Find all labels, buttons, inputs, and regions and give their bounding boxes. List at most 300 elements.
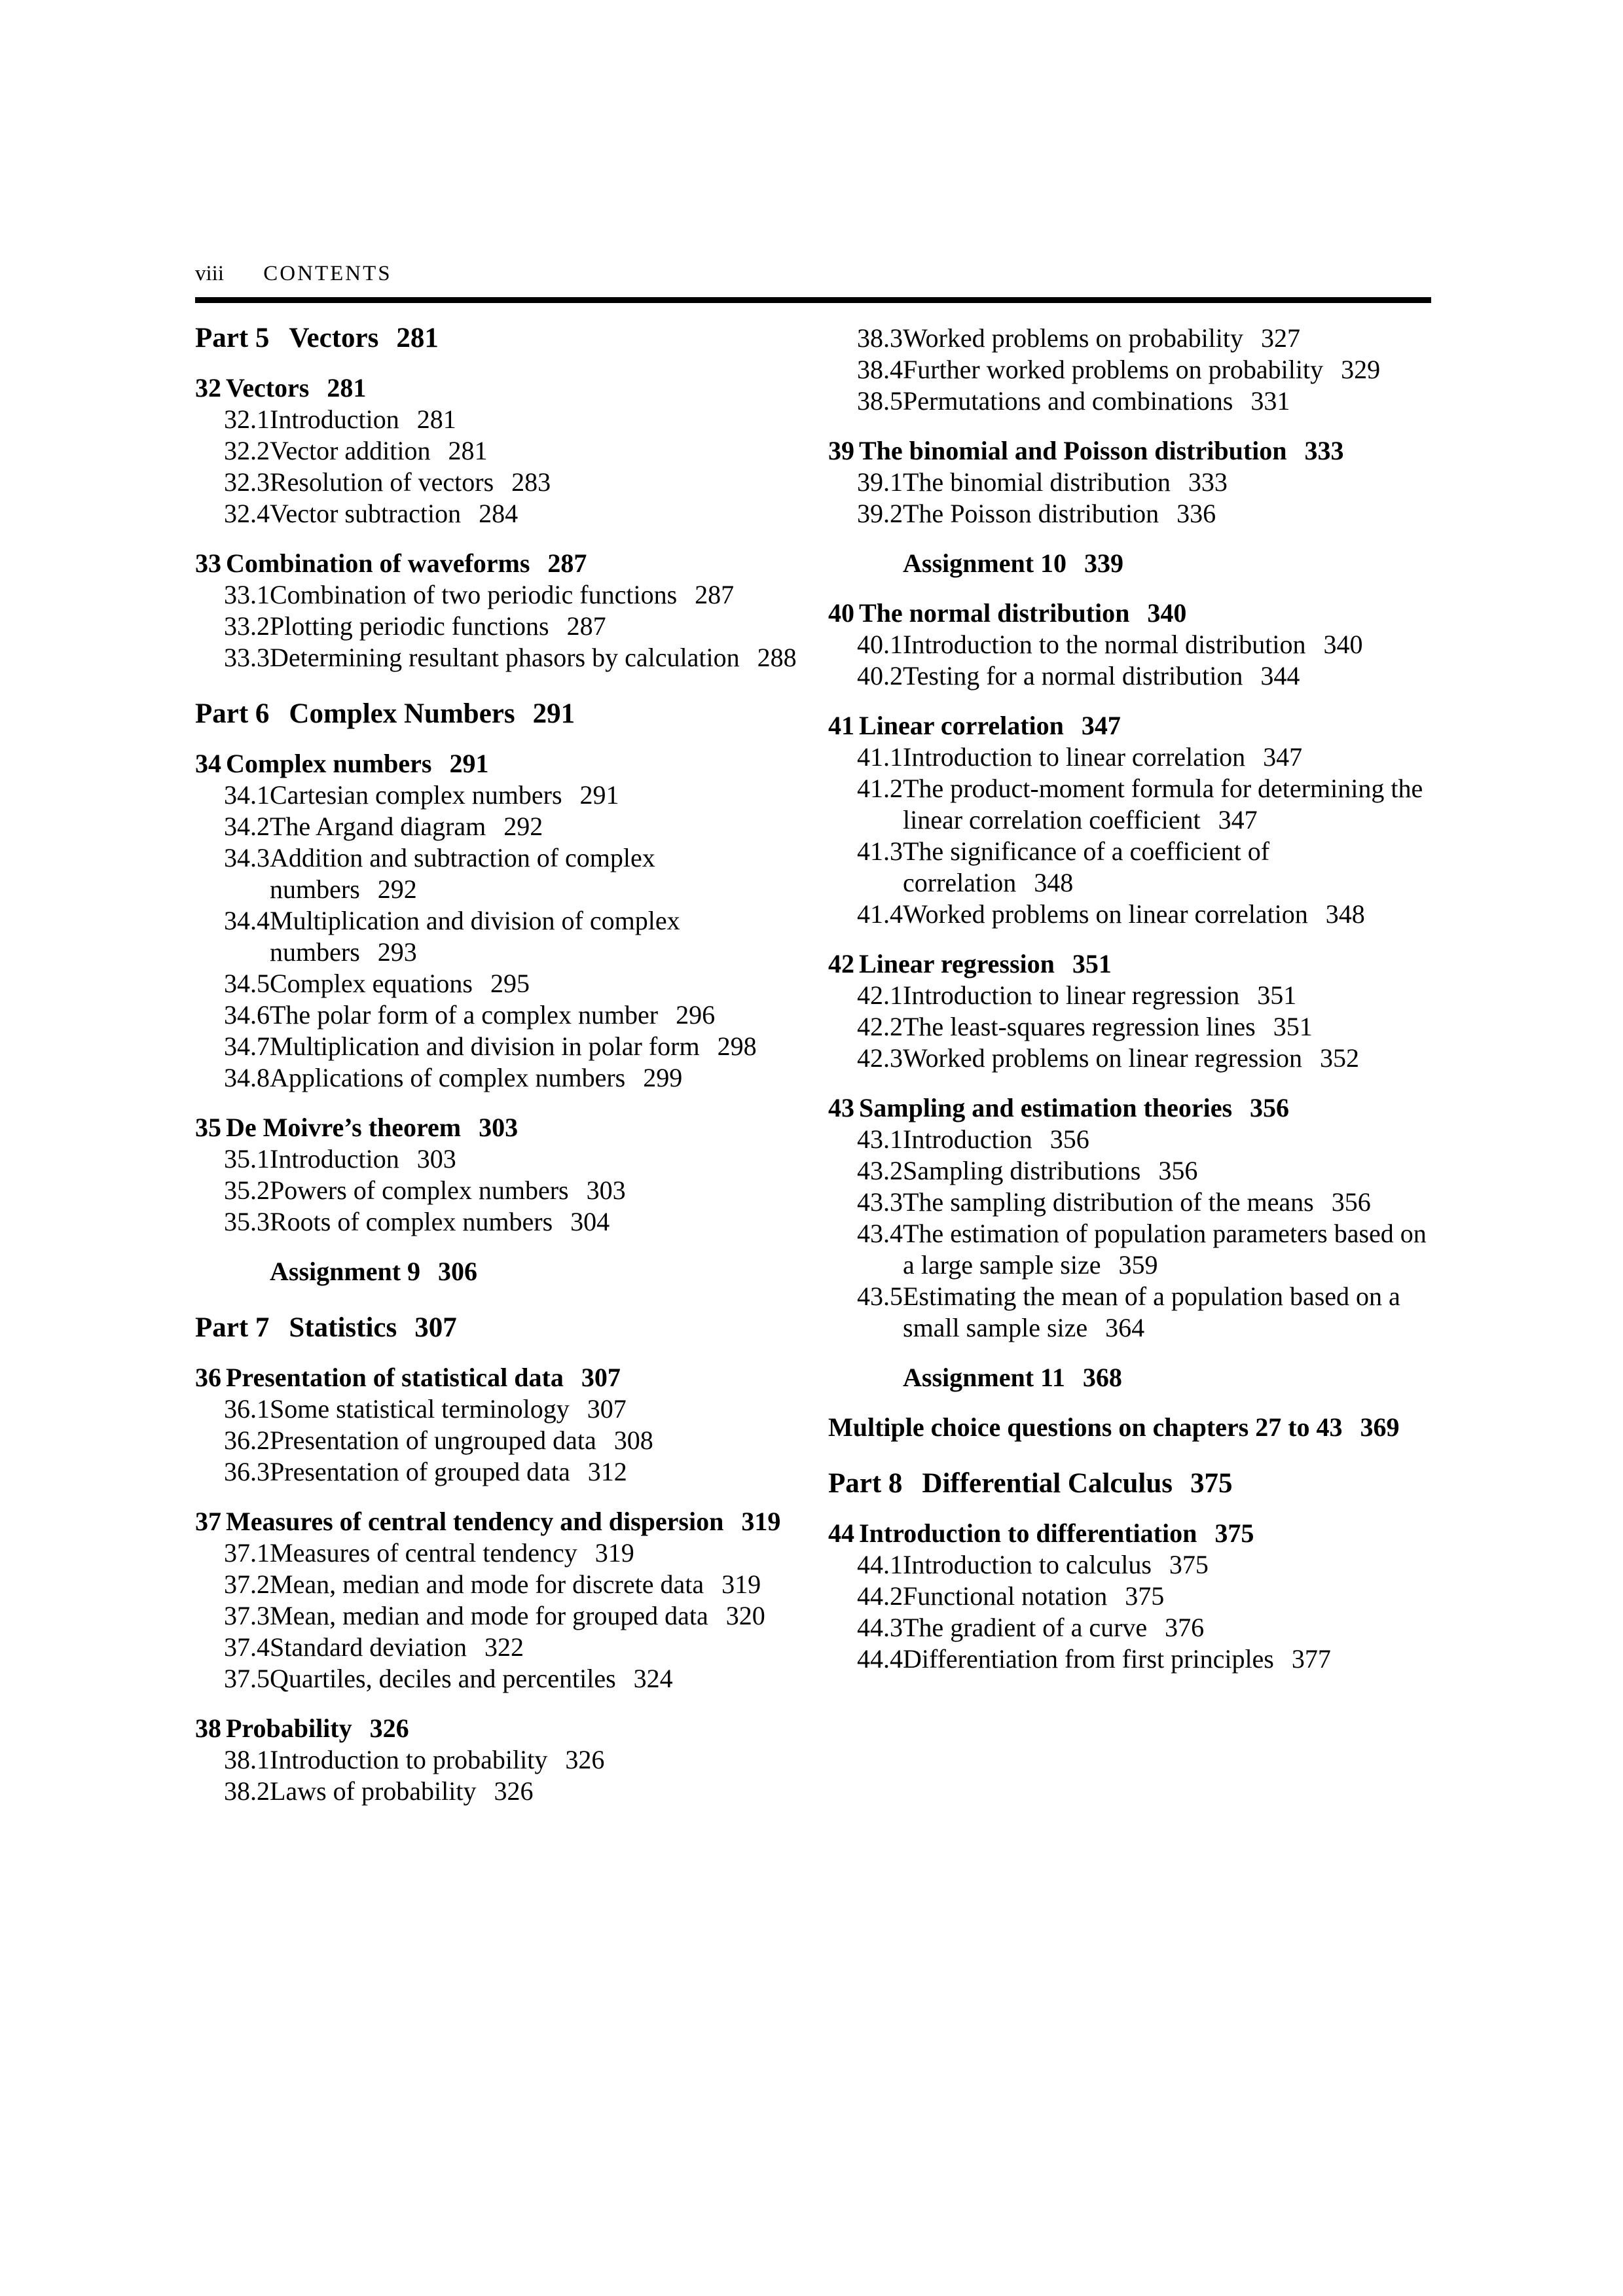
entry-title: Cartesian complex numbers: [270, 780, 562, 810]
entry-title: Vector subtraction: [270, 499, 462, 528]
entry-page-number: 326: [494, 1776, 534, 1806]
entry-page-number: 359: [1118, 1250, 1158, 1280]
entry-title: Further worked problems on probability: [903, 355, 1324, 384]
entry-body: [859, 1518, 1431, 1549]
entry-body: [903, 1363, 1122, 1392]
entry-title: Assignment 9: [270, 1257, 421, 1286]
entry-number: 32.1: [224, 404, 270, 434]
entry-title: Introduction: [903, 1124, 1032, 1154]
entry-title: Linear correlation: [859, 711, 1064, 740]
entry-number: 34.7: [224, 1031, 270, 1061]
running-head: CONTENTS: [263, 262, 392, 285]
toc-section-entry: [828, 1218, 1431, 1281]
entry-body: [859, 710, 1431, 742]
entry-page-number: 287: [695, 580, 735, 609]
entry-title: Measures of central tendency: [270, 1538, 577, 1568]
entry-page-number: 376: [1165, 1613, 1205, 1642]
entry-page-number: 293: [377, 937, 417, 967]
toc-part-entry: [828, 1468, 1431, 1499]
entry-number: 43.2: [857, 1156, 903, 1185]
entry-body: [270, 1425, 798, 1456]
entry-page-number: 303: [479, 1113, 519, 1142]
entry-page-number: 375: [1125, 1581, 1165, 1611]
entry-number: 38.3: [857, 323, 903, 353]
entry-body: [903, 773, 1431, 836]
entry-number: 38.2: [224, 1776, 270, 1806]
entry-title: Estimating the mean of a population based on a small sample size: [903, 1282, 1400, 1342]
entry-body: [270, 811, 798, 842]
entry-page-number: 281: [416, 404, 456, 434]
entry-body: [903, 1612, 1431, 1643]
toc-section-entry: [828, 467, 1431, 498]
entry-title: Worked problems on probability: [903, 323, 1244, 353]
toc-column-right: [828, 323, 1431, 1807]
entry-body: [270, 467, 798, 498]
page-content: [195, 260, 1431, 1807]
toc-chapter-entry: [828, 1092, 1431, 1124]
entry-body: [903, 1124, 1431, 1155]
entry-number: 32.3: [224, 467, 270, 497]
entry-body: [270, 611, 798, 642]
toc-chapter-entry: [828, 948, 1431, 980]
entry-page-number: 306: [438, 1257, 478, 1286]
entry-page-number: 292: [503, 812, 543, 841]
entry-number: 38.5: [857, 386, 903, 416]
entry-number: 41.3: [857, 836, 903, 866]
entry-page-number: 303: [416, 1144, 456, 1174]
entry-title: Introduction: [270, 1144, 399, 1174]
entry-page-number: 287: [547, 548, 587, 578]
entry-body: [270, 404, 798, 435]
toc-chapter-entry: [195, 548, 798, 579]
entry-page-number: 291: [532, 698, 575, 729]
toc-section-entry: [828, 354, 1431, 386]
entry-title: Differentiation from first principles: [903, 1644, 1274, 1674]
toc-section-entry: [195, 1425, 798, 1456]
entry-page-number: 375: [1214, 1518, 1254, 1548]
toc-section-entry: [828, 629, 1431, 660]
entry-body: [922, 1468, 1431, 1499]
entry-number: 33: [195, 548, 221, 578]
toc-section-entry: [195, 1143, 798, 1175]
entry-page-number: 304: [570, 1207, 610, 1236]
toc-section-entry: [195, 968, 798, 999]
entry-body: [226, 1112, 798, 1143]
entry-number: 39.1: [857, 467, 903, 497]
toc-section-entry: [195, 1393, 798, 1425]
entry-title: Plotting periodic functions: [270, 611, 549, 641]
entry-number: 41.1: [857, 742, 903, 772]
entry-body: [903, 1549, 1431, 1581]
entry-title: Worked problems on linear regression: [903, 1043, 1302, 1073]
entry-body: [226, 372, 798, 404]
entry-body: [289, 1312, 798, 1344]
entry-page-number: 281: [448, 436, 488, 465]
entry-page-number: 368: [1082, 1363, 1122, 1392]
entry-page-number: 375: [1190, 1468, 1233, 1499]
entry-number: 34.4: [224, 906, 270, 935]
toc-part-entry: [195, 698, 798, 730]
entry-body: [270, 1776, 798, 1807]
entry-title: Multiplication and division of complex numbers: [270, 906, 680, 967]
toc-section-entry: [195, 642, 798, 673]
entry-title: Mean, median and mode for discrete data: [270, 1570, 704, 1599]
entry-number: 38: [195, 1713, 221, 1743]
entry-body: [270, 1632, 798, 1663]
toc-section-entry: [195, 842, 798, 905]
entry-page-number: 369: [1360, 1412, 1400, 1442]
toc-section-entry: [195, 780, 798, 811]
toc-section-entry: [828, 980, 1431, 1011]
entry-number: 37.5: [224, 1664, 270, 1693]
entry-body: [226, 1362, 798, 1393]
toc-special-entry: [828, 1412, 1431, 1443]
toc-assignment-entry: [828, 548, 1431, 579]
toc-section-entry: [828, 386, 1431, 417]
toc-columns: [195, 323, 1431, 1807]
entry-page-number: 344: [1260, 661, 1300, 691]
entry-part-label: Part 6: [195, 698, 270, 729]
entry-number: 35.1: [224, 1144, 270, 1174]
entry-page-number: 347: [1218, 805, 1258, 834]
entry-number: 32: [195, 373, 221, 403]
toc-assignment-entry: [828, 1362, 1431, 1393]
entry-title: Combination of two periodic functions: [270, 580, 678, 609]
entry-body: [903, 1581, 1431, 1612]
entry-page-number: 336: [1176, 499, 1216, 528]
entry-title: Vectors: [226, 373, 310, 403]
entry-page-number: 352: [1319, 1043, 1359, 1073]
entry-title: The binomial and Poisson distribution: [859, 436, 1287, 465]
entry-body: [903, 1643, 1431, 1675]
entry-number: 44.2: [857, 1581, 903, 1611]
entry-page-number: 283: [511, 467, 551, 497]
toc-chapter-entry: [828, 598, 1431, 629]
entry-body: [289, 698, 798, 730]
entry-title: The estimation of population parameters based on a large sample size: [903, 1219, 1427, 1280]
entry-title: The binomial distribution: [903, 467, 1171, 497]
entry-number: 34.3: [224, 843, 270, 872]
entry-number: 44.4: [857, 1644, 903, 1674]
entry-number: 35: [195, 1113, 221, 1142]
entry-number: 34.5: [224, 969, 270, 998]
entry-number: 42.3: [857, 1043, 903, 1073]
entry-body: [859, 598, 1431, 629]
entry-body: [270, 1456, 798, 1488]
entry-body: [226, 748, 798, 780]
entry-body: [270, 1663, 798, 1695]
entry-page-number: 287: [566, 611, 606, 641]
entry-body: [903, 1218, 1431, 1281]
toc-part-entry: [195, 1312, 798, 1344]
toc-section-entry: [828, 1281, 1431, 1344]
entry-title: Permutations and combinations: [903, 386, 1233, 416]
toc-chapter-entry: [828, 710, 1431, 742]
entry-page-number: 281: [396, 323, 439, 353]
entry-page-number: 377: [1291, 1644, 1331, 1674]
entry-page-number: 298: [717, 1031, 757, 1061]
page-header: [195, 260, 1431, 287]
entry-page-number: 348: [1325, 899, 1365, 929]
entry-title: Vector addition: [270, 436, 431, 465]
toc-section-entry: [828, 773, 1431, 836]
toc-section-entry: [828, 836, 1431, 899]
toc-section-entry: [195, 611, 798, 642]
entry-number: 32.4: [224, 499, 270, 528]
entry-body: [270, 999, 798, 1031]
entry-page-number: 348: [1034, 868, 1074, 897]
entry-page-number: 319: [721, 1570, 761, 1599]
entry-page-number: 292: [377, 874, 417, 904]
entry-number: 43.5: [857, 1282, 903, 1311]
entry-body: [903, 1155, 1431, 1187]
entry-body: [903, 629, 1431, 660]
entry-page-number: 312: [587, 1457, 627, 1486]
entry-title: Introduction to differentiation: [859, 1518, 1197, 1548]
entry-title: Assignment 11: [903, 1363, 1065, 1392]
toc-chapter-entry: [195, 1713, 798, 1744]
entry-page-number: 281: [327, 373, 367, 403]
entry-page-number: 288: [757, 643, 797, 672]
entry-body: [226, 1506, 798, 1537]
entry-title: The normal distribution: [859, 598, 1130, 628]
entry-body: [903, 323, 1431, 354]
toc-section-entry: [828, 1155, 1431, 1187]
entry-title: Worked problems on linear correlation: [903, 899, 1308, 929]
entry-title: Quartiles, deciles and percentiles: [270, 1664, 616, 1693]
entry-page-number: 295: [490, 969, 530, 998]
entry-title: Presentation of ungrouped data: [270, 1426, 596, 1455]
entry-page-number: 329: [1341, 355, 1381, 384]
toc-section-entry: [828, 1549, 1431, 1581]
entry-body: [903, 354, 1431, 386]
entry-title: Laws of probability: [270, 1776, 477, 1806]
entry-page-number: 351: [1257, 980, 1297, 1010]
entry-title: The sampling distribution of the means: [903, 1187, 1314, 1217]
entry-page-number: 351: [1273, 1012, 1313, 1041]
toc-section-entry: [195, 1537, 798, 1569]
entry-body: [270, 1569, 798, 1600]
toc-section-entry: [828, 899, 1431, 930]
toc-section-entry: [195, 1569, 798, 1600]
entry-title: Mean, median and mode for grouped data: [270, 1601, 708, 1630]
entry-number: 34.1: [224, 780, 270, 810]
entry-body: [289, 323, 798, 354]
entry-page-number: 322: [484, 1632, 524, 1662]
entry-number: 44.3: [857, 1613, 903, 1642]
entry-title: Measures of central tendency and dispersion: [226, 1507, 724, 1536]
entry-body: [903, 899, 1431, 930]
entry-title: The Poisson distribution: [903, 499, 1159, 528]
toc-chapter-entry: [195, 1506, 798, 1537]
entry-title: Linear regression: [859, 949, 1055, 978]
entry-number: 35.2: [224, 1175, 270, 1205]
entry-title: Introduction to linear correlation: [903, 742, 1246, 772]
toc-section-entry: [828, 1043, 1431, 1074]
entry-number: 40.1: [857, 630, 903, 659]
entry-page-number: 347: [1263, 742, 1303, 772]
entry-title: Introduction to calculus: [903, 1550, 1152, 1579]
entry-title: Complex equations: [270, 969, 473, 998]
entry-title: Assignment 10: [903, 548, 1067, 578]
toc-section-entry: [195, 498, 798, 529]
toc-chapter-entry: [195, 372, 798, 404]
entry-body: [270, 1393, 798, 1425]
entry-page-number: 339: [1084, 548, 1124, 578]
entry-part-label: Part 5: [195, 323, 270, 353]
entry-title: Standard deviation: [270, 1632, 467, 1662]
entry-body: [828, 1412, 1400, 1442]
entry-title: The product-moment formula for determining the linear correlation coefficient: [903, 774, 1423, 834]
entry-title: Vectors: [289, 323, 379, 353]
entry-body: [903, 836, 1431, 899]
entry-title: Presentation of grouped data: [270, 1457, 570, 1486]
entry-title: Roots of complex numbers: [270, 1207, 553, 1236]
entry-page-number: 291: [449, 749, 489, 778]
toc-section-entry: [195, 999, 798, 1031]
entry-body: [859, 1092, 1431, 1124]
entry-number: 32.2: [224, 436, 270, 465]
entry-title: Probability: [226, 1713, 352, 1743]
toc-assignment-entry: [195, 1256, 798, 1287]
entry-number: 38.4: [857, 355, 903, 384]
entry-page-number: 296: [676, 1000, 716, 1030]
entry-number: 42: [828, 949, 854, 978]
entry-page-number: 331: [1250, 386, 1290, 416]
toc-section-entry: [828, 660, 1431, 692]
entry-number: 44: [828, 1518, 854, 1548]
toc-column-left: [195, 323, 798, 1807]
toc-section-entry: [195, 811, 798, 842]
entry-body: [903, 1011, 1431, 1043]
entry-title: Addition and subtraction of complex numbers: [270, 843, 655, 904]
entry-number: 39: [828, 436, 854, 465]
toc-section-entry: [195, 905, 798, 968]
toc-section-entry: [195, 1062, 798, 1094]
toc-section-entry: [828, 323, 1431, 354]
entry-page-number: 307: [587, 1394, 627, 1424]
toc-section-entry: [195, 1031, 798, 1062]
entry-number: 37.1: [224, 1538, 270, 1568]
entry-page-number: 327: [1261, 323, 1301, 353]
entry-number: 41.4: [857, 899, 903, 929]
entry-page-number: 375: [1169, 1550, 1209, 1579]
toc-section-entry: [828, 1581, 1431, 1612]
entry-page-number: 319: [594, 1538, 634, 1568]
entry-page-number: 340: [1147, 598, 1187, 628]
entry-title: The significance of a coefficient of correlation: [903, 836, 1270, 897]
entry-body: [903, 1043, 1431, 1074]
entry-body: [270, 968, 798, 999]
toc-section-entry: [828, 1124, 1431, 1155]
entry-page-number: 303: [586, 1175, 626, 1205]
entry-number: 41: [828, 711, 854, 740]
entry-body: [903, 1187, 1431, 1218]
entry-body: [859, 435, 1431, 467]
entry-title: Combination of waveforms: [226, 548, 530, 578]
entry-number: 43.3: [857, 1187, 903, 1217]
toc-section-entry: [195, 435, 798, 467]
entry-page-number: 351: [1072, 949, 1112, 978]
toc-section-entry: [828, 742, 1431, 773]
entry-number: 37: [195, 1507, 221, 1536]
entry-number: 36.3: [224, 1457, 270, 1486]
entry-number: 40: [828, 598, 854, 628]
entry-body: [270, 842, 798, 905]
entry-part-label: Part 7: [195, 1312, 270, 1343]
entry-number: 36.1: [224, 1394, 270, 1424]
entry-page-number: 319: [741, 1507, 781, 1536]
entry-number: 34.6: [224, 1000, 270, 1030]
entry-body: [903, 742, 1431, 773]
entry-number: 41.2: [857, 774, 903, 803]
toc-section-entry: [195, 579, 798, 611]
entry-title: The least-squares regression lines: [903, 1012, 1256, 1041]
entry-body: [903, 467, 1431, 498]
entry-page-number: 299: [643, 1063, 683, 1092]
entry-page-number: 356: [1331, 1187, 1371, 1217]
entry-title: Multiple choice questions on chapters 27 to 43: [828, 1412, 1343, 1442]
entry-number: 39.2: [857, 499, 903, 528]
toc-chapter-entry: [195, 1362, 798, 1393]
entry-title: Differential Calculus: [922, 1468, 1173, 1499]
entry-body: [270, 1257, 477, 1286]
entry-body: [270, 435, 798, 467]
entry-page-number: 333: [1188, 467, 1228, 497]
entry-body: [903, 1281, 1431, 1344]
entry-body: [270, 1143, 798, 1175]
toc-part-entry: [195, 323, 798, 354]
entry-body: [270, 1062, 798, 1094]
entry-body: [903, 660, 1431, 692]
entry-page-number: 356: [1158, 1156, 1198, 1185]
toc-section-entry: [195, 1175, 798, 1206]
entry-page-number: 308: [613, 1426, 653, 1455]
entry-title: Applications of complex numbers: [270, 1063, 626, 1092]
entry-body: [226, 1713, 798, 1744]
entry-number: 36: [195, 1363, 221, 1392]
entry-number: 33.3: [224, 643, 270, 672]
entry-title: The gradient of a curve: [903, 1613, 1148, 1642]
entry-page-number: 320: [725, 1601, 765, 1630]
entry-body: [270, 579, 798, 611]
entry-number: 40.2: [857, 661, 903, 691]
entry-number: 43.4: [857, 1219, 903, 1248]
entry-title: Some statistical terminology: [270, 1394, 570, 1424]
toc-section-entry: [828, 1612, 1431, 1643]
toc-chapter-entry: [828, 1518, 1431, 1549]
entry-title: The polar form of a complex number: [270, 1000, 659, 1030]
entry-page-number: 340: [1323, 630, 1363, 659]
toc-chapter-entry: [195, 748, 798, 780]
entry-title: Powers of complex numbers: [270, 1175, 569, 1205]
toc-section-entry: [195, 1744, 798, 1776]
entry-number: 38.1: [224, 1745, 270, 1774]
entry-title: De Moivre’s theorem: [226, 1113, 462, 1142]
entry-number: 33.2: [224, 611, 270, 641]
toc-section-entry: [828, 498, 1431, 529]
entry-body: [270, 1537, 798, 1569]
toc-chapter-entry: [195, 1112, 798, 1143]
entry-body: [270, 498, 798, 529]
entry-page-number: 364: [1105, 1313, 1145, 1342]
entry-title: Introduction to the normal distribution: [903, 630, 1306, 659]
entry-number: 34.2: [224, 812, 270, 841]
entry-number: 37.4: [224, 1632, 270, 1662]
entry-title: Sampling distributions: [903, 1156, 1141, 1185]
entry-number: 35.3: [224, 1207, 270, 1236]
toc-section-entry: [828, 1187, 1431, 1218]
